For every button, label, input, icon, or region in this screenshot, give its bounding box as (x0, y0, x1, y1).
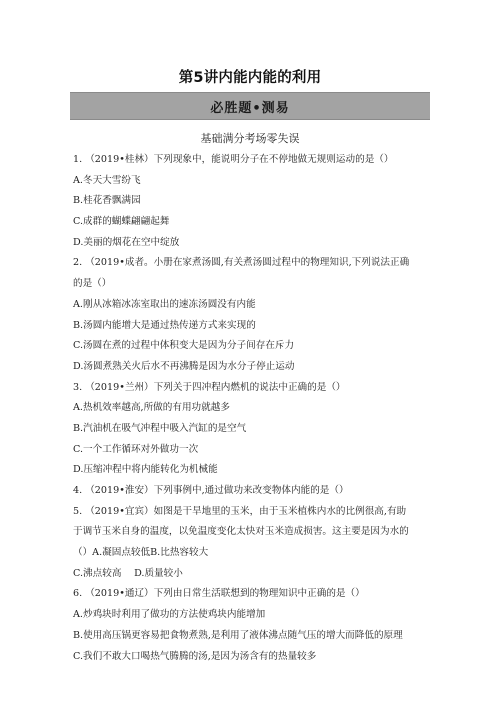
text-line: C.成群的蝴蝶翩翩起舞 (73, 216, 170, 228)
text-line: D.压缩冲程中将内能转化为机械能 (73, 464, 218, 476)
text-line: （）A.凝固点较低B.比热容较大 (73, 547, 209, 559)
text-line: 于调节玉米自身的温度，以免温度变化太快对玉米造成损害。这主要是因为水的 (73, 526, 409, 538)
text-line: A.热机效率越高,所做的有用功就越多 (73, 402, 230, 414)
text-line: 4. （2019•淮安）下列事例中,通过做功来改变物体内能的是（） (73, 485, 349, 496)
text-line: 1. （2019•桂林）下列现象中，能说明分子在不停地做无规则运动的是（） (73, 154, 394, 165)
question-list (73, 150, 433, 667)
text-line: 的是（） (73, 278, 112, 290)
text-line: C.沸点较高 D.质量较小 (73, 567, 183, 579)
text-line: D.美丽的烟花在空中绽放 (73, 236, 180, 248)
text-line: C.汤圆在煮的过程中体积变大是因为分子间存在斥力 (73, 340, 295, 352)
text-line: 6. （2019•通辽）下列由日常生活联想到的物理知识中正确的是（） (73, 588, 365, 600)
section-banner (70, 92, 430, 120)
text-line: 2. （2019•成者。小册在家煮汤圆,有关煮汤圆过程中的物理知识,下列说法正确 (73, 257, 410, 269)
text-line: A.冬天大雪纷飞 (73, 174, 141, 186)
text-line: 3. （2019•兰州）下列关于四冲程内燃机的说法中正确的是（） (73, 381, 346, 393)
banner-label: 必胜题•测易 (210, 100, 290, 116)
text-line: 5. （2019•宜宾）如图是干旱地里的玉米，由于玉米植株内水的比例很高,有助 (73, 505, 407, 517)
text-line: C.我们不敢大口喝热气腾腾的汤,是因为汤含有的热量较多 (73, 650, 317, 662)
section-heading: 基础满分考场零失误 (200, 132, 300, 145)
text-line: D.汤圆煮熟关火后水不再沸腾是因为水分子停止运动 (73, 360, 295, 372)
text-line: B.桂花香飘满园 (73, 195, 141, 207)
text-line: B.汽油机在吸气冲程中吸入汽缸的是空气 (73, 422, 247, 434)
text-line: B.汤圆内能增大是通过热传递方式来实现的 (73, 319, 256, 331)
text-line: C.一个工作循环对外做功一次 (73, 443, 199, 455)
text-line: A.刚从冰箱冰冻室取出的速冻汤圆没有内能 (73, 298, 256, 310)
text-line: B.使用高压锅更容易把食物煮熟,是利用了液体沸点随气压的增大而降低的原理 (73, 629, 403, 641)
page-title: 第5讲内能内能的利用 (178, 70, 322, 86)
text-line: A.炒鸡块时利用了做功的方法使鸡块内能增加 (73, 609, 266, 621)
